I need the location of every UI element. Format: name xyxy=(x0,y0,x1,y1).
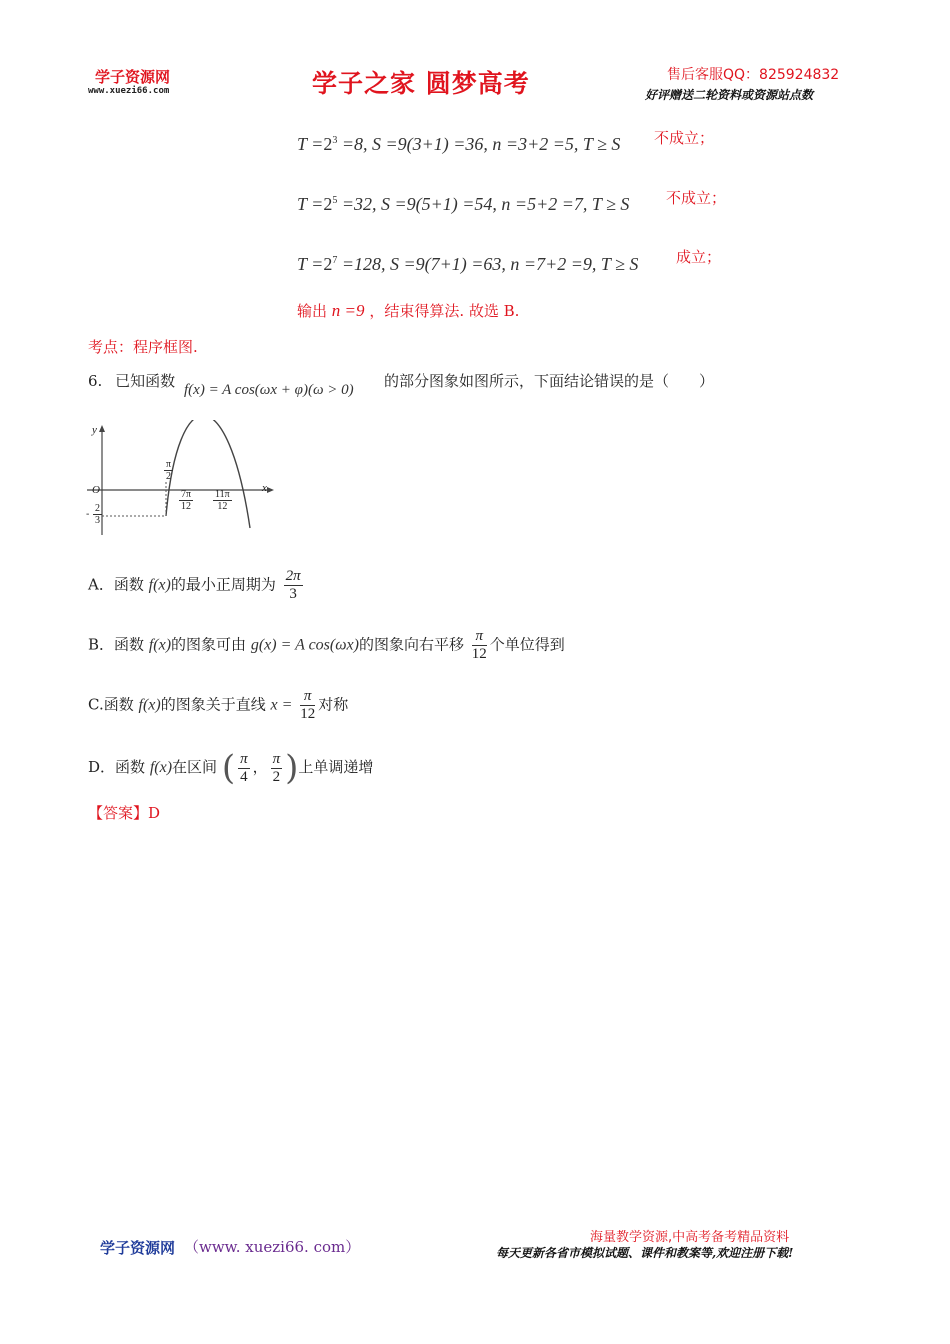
footer-site: 学子资源网 xyxy=(100,1239,176,1257)
option-d: D．函数 f(x)在区间 ( $\frac{\pi}{4}$ ， $\frac{\pi}{2}$ )上单调递增 xyxy=(88,748,374,788)
option-b: B．函数 f(x)的图象可由 g(x) = A cos(ωx)的图象向右平移 $\frac{\pi}{12}$ 个单位得到 xyxy=(88,628,565,662)
solution-status-1: 不成立； xyxy=(654,129,715,147)
kaodian: 考点：程序框图. xyxy=(88,338,198,356)
footer-right-1: 海量教学资源,中高考备考精品资料 xyxy=(590,1230,790,1245)
option-b-fraction: $\frac{\pi}{12}$ xyxy=(471,628,487,662)
logo-title: 学子资源网 xyxy=(95,68,171,86)
power-exp: 7 xyxy=(332,255,338,266)
option-c: C.函数 f(x)的图象关于直线 x = $\frac{\pi}{12}$ 对称 xyxy=(88,688,349,722)
solution-line-2: $T =2^5 =32$, S =9(5+1) =54, n =5+2 =7, T ≥ S xyxy=(297,194,630,214)
graph-label-11pi-12: $\frac{11\pi}{12}$ xyxy=(215,489,230,512)
qq-contact: 售后客服QQ：825924832 xyxy=(667,67,840,83)
header xyxy=(0,0,950,110)
question-6 xyxy=(88,370,175,391)
solution-line-3: $T =2^7 =128$, S =9(7+1) =63, n =7+2 =9, T ≥ S xyxy=(297,254,639,274)
solution-status-3: 成立； xyxy=(676,248,722,266)
output-suffix: ，结束得算法. 故选 B. xyxy=(369,302,520,320)
power-base: 2 xyxy=(323,194,333,214)
question-number: 6. xyxy=(88,372,103,390)
question-tail: 的部分图象如图所示，下面结论错误的是（ ） xyxy=(384,372,715,390)
option-d-fraction-1: $\frac{\pi}{4}$ xyxy=(240,750,248,785)
footer-url[interactable]: （www. xuezi66. com） xyxy=(184,1238,361,1256)
answer-label: 【答案】 xyxy=(88,804,149,822)
answer-value: D xyxy=(148,804,161,822)
solution-expr: =128, S =9(7+1) =63, n =7+2 =9, T ≥ S xyxy=(341,254,639,274)
option-c-fraction: $\frac{\pi}{12}$ xyxy=(300,688,316,722)
solution-line-1: $T =2^3 =8$, S =9(3+1) =36, n =3+2 =5, T ≥ S xyxy=(297,134,621,154)
solution-output xyxy=(297,300,519,321)
function-graph xyxy=(82,420,282,540)
graph-x-label: x xyxy=(262,482,267,494)
option-a-fraction: $\frac{2\pi}{3}$ xyxy=(285,568,301,602)
power-exp: 5 xyxy=(332,195,338,206)
power-exp: 3 xyxy=(332,135,338,146)
footer-right-2: 每天更新各省市模拟试题、课件和教案等,欢迎注册下载! xyxy=(496,1246,794,1260)
option-a: A．函数 f(x)的最小正周期为 $\frac{2\pi}{3}$ xyxy=(88,568,301,602)
y-axis-arrow xyxy=(99,425,105,432)
promo-text: 好评赠送二轮资料或资源站点数 xyxy=(645,88,814,102)
power-base: 2 xyxy=(323,254,333,274)
graph-label-7pi-12: $\frac{7\pi}{12}$ xyxy=(181,489,192,512)
slogan: 学子之家 圆梦高考 xyxy=(312,69,530,98)
graph-y-label: y xyxy=(92,424,97,436)
graph-neg-sign: - xyxy=(86,509,90,520)
footer xyxy=(0,1220,950,1280)
option-d-fraction-2: $\frac{\pi}{2}$ xyxy=(272,750,281,785)
output-math: n =9 xyxy=(331,301,365,320)
logo-url: www.xuezi66.com xyxy=(88,86,170,96)
power-base: 2 xyxy=(323,134,333,154)
answer xyxy=(88,802,160,823)
solution-expr: =8, S =9(3+1) =36, n =3+2 =5, T ≥ S xyxy=(341,134,621,154)
solution-status-2: 不成立； xyxy=(666,189,727,207)
question-function: f(x) = A cos(ωx + φ)(ω > 0) xyxy=(184,382,354,398)
graph-label-neg-2-3: $\frac{2}{3}$ xyxy=(95,503,100,526)
solution-expr: =32, S =9(5+1) =54, n =5+2 =7, T ≥ S xyxy=(341,194,630,214)
graph-origin: O xyxy=(92,484,100,496)
output-prefix: 输出 xyxy=(297,302,328,320)
question-intro: 已知函数 xyxy=(115,372,176,390)
graph-label-pi-half: $\frac{\pi}{2}$ xyxy=(166,459,172,482)
x-axis-arrow xyxy=(267,487,274,493)
